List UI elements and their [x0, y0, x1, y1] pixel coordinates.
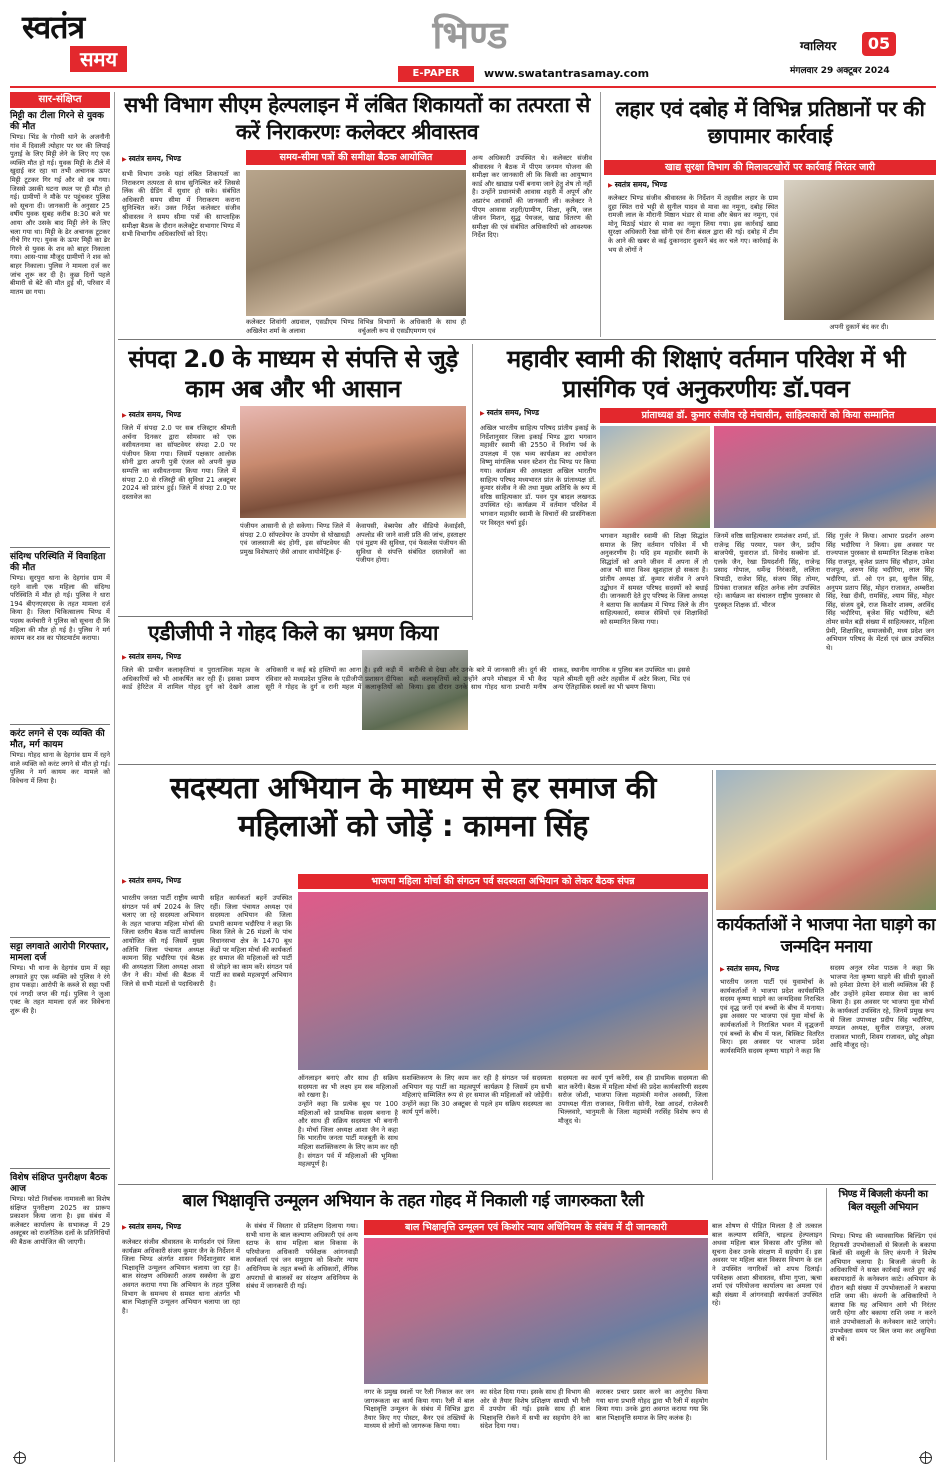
subhead-strip: समय-सीमा पत्रों की समीक्षा बैठक आयोजित [246, 150, 466, 165]
column-4: का संदेश दिया गया। इसके साथ ही विभाग की ओर से तैयार विशेष प्रशिक्षण सामग्री भी रैली में उपयोग की गई। इसके साथ ही बाल भिक्षावृत्ति रोकने में सभी का सहयोग देने का संदेश दिया गया। [480, 1388, 590, 1431]
column-3: सशक्तिकरण के लिए काम कर रही है संगठन पर्व सदस्यता अभियान यह पार्टी का महत्वपूर्ण कार्यक्रम है जिसमें हम सभी महिलाएं सम्मिलित रूप से हर समाज की महिलाओं को जोड़ेंगी। उन्होंने कहा कि 30 अक्टूबर से पहले हम सक्रिय सदस्यता का कार्य पूर्ण करेंगे। [402, 1074, 552, 1117]
headline: भिण्ड में बिजली कंपनी का बिल वसूली अभियान [838, 1189, 928, 1213]
brief-divider [10, 937, 110, 938]
masthead [0, 0, 945, 88]
brief-headline: विशेष संक्षिप्त पुनरीक्षण बैठक आज [10, 1173, 108, 1194]
subhead-strip: खाद्य सुरक्षा विभाग की मिलावटखोरों पर कार्रवाई निरंतर जारी [604, 160, 936, 175]
column-5: कारकर प्रचार प्रसार करने का अनुरोध किया गया थाना प्रभारी गोहद द्वारा भी रैली में सहयोग किया गया। उनके द्वारा अवगत कराया गया कि बाल भिक्षावृत्ति समाज के लिए कलंक है। [596, 1388, 708, 1422]
column-2: भगवान महावीर स्वामी की शिक्षा सिद्धांत समाज के लिए वर्तमान परिवेश में भी अनुकरणीय है। यदि हम महावीर स्वामी के सिद्धांतों को अपने जीवन में अपना लें तो आज भी सारा विश्व खुशहाल हो सकता है। प्रांतीय अध्यक्ष डॉ. कुमार संजीव ने अपने उद्बोधन में समस्त परिषद सदस्यों को बधाई दी। जानकारी देते हुए परिषद के जिला अध्यक्ष ने बताया कि कार्यक्रम में भिण्ड जिले के तीन साहित्यकारों, समाज सेवियों एवं शिक्षाविदों को सम्मानित किया गया। [600, 532, 708, 626]
byline: ▶ स्वतंत्र समय, भिण्ड [122, 410, 181, 420]
subhead-strip: प्रांताध्यक्ष डॉ. कुमार संजीव रहे मंचासीन, साहित्यकारों को किया सम्मानित [600, 408, 936, 423]
article-raid [604, 96, 936, 336]
subhead-strip: भाजपा महिला मोर्चा की संगठन पर्व सदस्यता अभियान को लेकर बैठक संपन्न [298, 874, 708, 889]
sidebar [10, 92, 110, 1462]
rally-column-6: बाल शोषण से पीड़ित मिलता है तो तत्काल बाल कल्याण समिति, चाइल्ड हेल्पलाइन अथवा महिला बाल विकास और पुलिस को सूचना देकर उनके संरक्षण में सहयोग दें। इस अवसर पर महिला बाल विकास विभाग के दल ने उपस्थित नागरिकों को शपथ दिलाई। पर्यवेक्षक आशा श्रीवास्तव, सीमा गुप्ता, ऋचा शर्मा एवं परियोजना कार्यालय का अमला एवं बड़ी संख्या में आंगनवाड़ी कार्यकर्ता उपस्थित रहे। [712, 1222, 822, 1308]
website-link[interactable]: www.swatantrasamay.com [484, 67, 650, 80]
headline: सभी विभाग सीएम हेल्पलाइन में लंबित शिकायतों का तत्परता से करें निराकरणः कलेक्टर श्रीवास्तव [124, 93, 590, 144]
brief-divider [10, 1168, 110, 1169]
brief-headline: मिट्टी का टीला गिरने से युवक की मौत [10, 111, 104, 132]
column-divider [712, 770, 713, 1180]
section-divider [118, 616, 472, 617]
byline: ▶ स्वतंत्र समय, भिण्ड [122, 154, 181, 164]
headline: महावीर स्वामी की शिक्षाएं वर्तमान परिवेश में भी प्रासंगिक एवं अनुकरणीयः डॉ.पवन [506, 345, 906, 403]
section-divider [118, 764, 936, 765]
registration-mark [14, 1452, 26, 1464]
photo-caption-1: कलेक्टर शिवांगी अग्रवाल, एसडीएम भिण्ड अखिलेश शर्मा के अलावा [246, 318, 354, 335]
byline: ▶ स्वतंत्र समय, भिण्ड [480, 408, 539, 418]
section-divider [118, 339, 936, 340]
photo-caption: अपनी दुकानें बंद कर दी। [829, 323, 889, 331]
brief-5 [10, 1173, 110, 1395]
speaker-photo [600, 426, 710, 528]
brief-body: भिण्ड। भिंड के गोरमी थाने के अजनौनी गांव में दिवाली त्योहार पर घर की लिपाई पुताई के लिए मिट्टी लेने के लिए गए एक व्यक्ति मौत हो गई। युवक मिट्टी के टीले में खुदाई कर रहा था तभी अचानक ऊपर मिट्टी टूटकर गिर गई और वो दब गया। जिससे उसकी घटना स्थल पर ही मौत हो गई। ग्रामीणों ने मौके पर पहुंचकर पुलिस को सूचना दी। जानकारी के अनुसार 25 वर्षीय युवक सुबह करीब 8:30 बजे घर आया और उसके बाद मिट्टी लेने के लिए चला गया था। मिट्टी के ढेर अचानक टूटकर नीचे गिर गए। युवक के ऊपर मिट्टी का ढेर गिरने से युवक के शव को बाहर निकाला गया। आस-पास मौजूद ग्रामीणों ने शव को बाहर निकाला। पुलिस ने मामला दर्ज कर जांच शुरू कर दी है। कुछ दिनों पहले बीमारी से बेटे की मौत हुई थी, परिवार में मातम छा गया। [10, 133, 110, 296]
city-title: भिण्ड [432, 13, 508, 57]
column-1: सभी विभाग उनके यहां लंबित शिकायतों का निराकरण तत्परता से साथ सुनिश्चित करें जिससे लिंक की ग्रेडिंग में सुधार हो सके। संबंधित अधिकारी समय सीमा में निराकरण कराना सुनिश्चित करें। उक्त निर्देश कलेक्टर संजीव श्रीवास्तव ने समय सीमा पत्रों की साप्ताहिक समीक्षा बैठक के दौरान कलेक्ट्रेट सभागार भिण्ड में सभी विभागीय अधिकारियों को दिए। [122, 170, 240, 239]
sidebar-divider [114, 92, 115, 1462]
column-1: भारतीय जनता पार्टी राष्ट्रीय व्यापी संगठन पर्व वर्ष 2024 के लिए चलाए जा रहे सदस्यता अभियान के तहत भाजपा महिला मोर्चा की जिला स्तरीय बैठक पार्टी कार्यालय आयोजित की गई जिसमें मुख्य अतिथि जिला पंचायत अध्यक्ष कामना सिंह भदौरिया एवं बैठक की अध्यक्षता जिला अध्यक्ष आशा जैन ने की। मोर्चा की बैठक में जिले से सभी मंडलों से पदाधिकारी सहित कार्यकर्ता बहनें उपस्थित रहीं। जिला पंचायत अध्यक्ष एवं सदस्यता अभियान की जिला प्रभारी कामना भदौरिया ने कहा कि किस जिले के 26 मंडलों के पांच विधानसभा क्षेत्र के 1470 बूथ केंद्रों पर महिला मोर्चा की कार्यकर्ता हर समाज की महिलाओं को पार्टी से जोड़ने का काम करें। संगठन पर्व पार्टी का सबसे महत्वपूर्ण अभियान है। [122, 894, 292, 988]
column-1: अखिल भारतीय साहित्य परिषद प्रांतीय इकाई के निर्देशानुसार जिला इकाई भिण्ड द्वारा भगवान महावीर स्वामी की 2550 वें निर्वाण पर्व के उपलक्ष्य में एक भव्य कार्यक्रम का आयोजन विष्णु मांगलिक भवन स्टेशन रोड भिण्ड पर किया गया। कार्यक्रम की अध्यक्षता अखिल भारतीय साहित्य परिषद मध्यभारत प्रांत के प्रांताध्यक्ष डॉ. कुमार संजीव ने की तथा मुख्य अतिथि के रूप में वरिष्ठ साहित्यकार डॉ. पवन पुत्र बादल लखनऊ उपस्थित रहे। कार्यक्रम में वर्तमान परिवेश में भगवान महावीर स्वामी के विचारों की प्रासंगिकता पर विस्तृत चर्चा हुई। [480, 424, 596, 527]
photo-caption-2: विभिन्न विभागों के अधिकारी के साथ ही वर्चुअली रूप से एसडीएमगण एवं [358, 318, 466, 335]
event-photo [716, 770, 936, 910]
column-2: सदस्य अनुल रमेश पाठक ने कहा कि भाजपा नेता कृष्णा घाड़गे की सीधी युवाओं को हमेशा प्रेरणा देने वाली व्यक्तित्व की हैं और उन्होंने हमेशा समाज सेवा का कार्य किया है। इस अवसर पर भाजपा युवा मोर्चा के कार्यकर्ता उपस्थित रहे, जिनमें प्रमुख रूप से जिला उपाध्यक्ष प्रदीप सिंह भदौरिया, मण्डल अध्यक्ष, सुनील राजपूत, अजय राजावत भारती, शिवम राजावत, छोटू ओझा आदि मौजूद रहे। [830, 964, 934, 1050]
column-2: उन्होंने कहा कि प्रत्येक बूथ पर 100 महिलाओं को प्राथमिक सदस्य बनाना है और साथ ही सक्रिय सदस्यता भी बनानी है। मोर्चा जिला अध्यक्ष आशा जैन ने कहा कि भारतीय जनता पार्टी मजबूती के साथ महिला सशक्तिकरण के लिए काम कर रही है। संगठन पर्व में महिलाओं की भूमिका महत्वपूर्ण है। [298, 1100, 398, 1169]
column-3: अन्य अधिकारी उपस्थित थे। कलेक्टर संजीव श्रीवास्तव ने बैठक में पीएम जनमन योजना की समीक्षा कर जानकारी ली कि किसी का आयुष्मान कार्ड और खाद्यान्न पर्ची बनाया जाने हेतु शेष तो नहीं है। उन्होंने प्रधानमंत्री आवास शहरी में अपूर्ण और अप्रारंभ आवासों की जानकारी ली। कलेक्टर ने पीएम आवास शहरी/ग्रामीण, शिक्षा, कृषि, जल जीवन मिशन, सुद्ध पेयजल, खाद्य वितरण की समीक्षा की एवं संबंधित अधिकारियों को आवश्यक निर्देश दिए। [472, 154, 592, 240]
column-3: जिनमें वरिष्ठ साहित्यकार रामशंकर शर्मा, डॉ. राजेन्द्र सिंह परमार, पवन जैन, प्रदीप बाजपेयी, युवाराज डॉ. विनोद सक्सेना डॉ. एलके जैन, रेखा प्रियदर्शनी सिंह, राजेन्द्र प्रसाद गोपाल, धर्मेन्द्र निरंकारी, ललिता त्रिपाठी, राजेश सिंह, संजय सिंह तोमर, प्रियंका राजावत सहित अनेक लोग उपस्थित रहे। कार्यक्रम का संचालन राष्ट्रीय पुरस्कार से पुरस्कृत शिक्षक डॉ. भीरज [714, 532, 820, 609]
column-2: पंजीयन आसानी से हो सकेगा। भिण्ड जिले में संपदा 2.0 सॉफ्टवेयर के उपयोग से घोखाधड़ी एवं जालसाजी बंद होगी, इस सॉफ्टवेयर की प्रमुख विशेषताएं जैसे आधार वायोमेट्रिक ई- [240, 522, 350, 556]
article-helpline [118, 92, 596, 337]
rally-photo [364, 1238, 708, 1384]
brief-headline: संदिग्ध परिस्थिति में विवाहिता की मौत [10, 552, 106, 573]
headline: लहार एवं दबोह में विभिन्न प्रतिष्ठानों पर की छापामार कार्रवाई [615, 97, 925, 148]
edition-date: मंगलवार 29 अक्टूबर 2024 [790, 66, 890, 76]
brief-body: भिण्ड। फोटो निर्वाचक नामावली का विशेष संक्षिप्त पुनरीक्षण 2025 का प्रारूप प्रकाशन किया जाना है। इस संबंध में कलेक्टर कार्यालय के सभाकक्ष में 29 अक्टूबर को राजनैतिक दलों के प्रतिनिधियों की बैठक आयोजित की जाएगी। [10, 1195, 110, 1246]
newspaper-logo [22, 8, 142, 78]
column-3: केवायसी, वेब्सपेस और वीडियो केवाईसी, अपलोड की जाने वाली प्रति की जांच, हस्ताक्षर एवं मुद्रण की सुविधा, एवं फेसलेस पंजीयन की सुविधा से संपत्ति संबंधित दस्तावेजों का पंजीयन होगा। [356, 522, 466, 565]
headline: कार्यकर्ताओं ने भाजपा नेता घाड़गे का जन्मदिन मनाया [717, 915, 935, 957]
epaper-badge: E-PAPER [398, 66, 474, 82]
brief-1 [10, 111, 110, 543]
registration-mark [920, 1452, 932, 1464]
byline: ▶ स्वतंत्र समय, भिण्ड [122, 876, 181, 886]
column-3: नगर के प्रमुख स्थलों पर रैली निकाल कर जन जागरूकता का कार्य किया गया। रैली में बाल भिक्षावृत्ति उन्मूलन के संबंध में विभिन्न द्वारा तैयार किए गए पोस्टर, बैनर एवं तख्तियों के माध्यम से लोगों को जागरूक किया गया। [364, 1388, 474, 1431]
column-divider [826, 1188, 827, 1460]
column-1: कलेक्टर संजीव श्रीवास्तव के मार्गदर्शन एवं जिला कार्यक्रम अधिकारी संजय कुमार जैन के निर्देशन में जिला भिण्ड अंतर्गत शासन निर्देशानुसार बाल भिक्षावृत्ति उन्मूलन अभियान चलाया जा रहा है। बाल संरक्षण अधिकारी अजय सक्सेना के द्वारा अवगत कराया गया कि अभियान के तहत पुलिस विभाग के समन्वय से समस्त थाना अंतर्गत भी बाल भिक्षावृत्ति उन्मूलन अभियान चलाया जा रहा है। [122, 1238, 240, 1315]
sidebar-title: सार-संक्षिप्त [10, 92, 110, 108]
meeting-photo [298, 892, 708, 1070]
brief-divider [10, 547, 110, 548]
byline: ▶ स्वतंत्र समय, भिण्ड [720, 964, 779, 974]
article-sadasyata [118, 770, 708, 1180]
article-rally [118, 1188, 708, 1460]
brief-headline: सट्टा लगवाते आरोपी गिरफ्तार, मामला दर्ज [10, 942, 109, 963]
article-sampada [118, 344, 468, 610]
audience-photo [714, 426, 936, 528]
byline: ▶ स्वतंत्र समय, भिण्ड [122, 1222, 181, 1232]
brief-4 [10, 942, 110, 1164]
meeting-photo [246, 170, 466, 316]
section-divider [118, 1184, 936, 1185]
article-bijli [830, 1188, 936, 1460]
brief-body: भिण्ड। गोहद थाना के देहगांव ग्राम में रहने वाले व्यक्ति को करंट लगने से मौत हो गई। पुलिस ने मर्ग कायम कर मामले को विवेचना में लिया है। [10, 751, 110, 785]
masthead-rule [10, 86, 936, 88]
brief-divider [10, 724, 110, 725]
brief-headline: करंट लगने से एक व्यक्ति की मौत, मर्ग कायम [10, 729, 105, 750]
subhead-strip: बाल भिक्षावृत्ति उन्मूलन एवं किशोर न्याय अधिनियम के संबंध में दी जानकारी [364, 1220, 708, 1235]
brief-3 [10, 729, 110, 933]
edition-name: ग्वालियर [800, 39, 837, 53]
logo-bottom-text: समय [70, 46, 127, 72]
page-number: 05 [862, 32, 896, 56]
brief-body: भिण्ड। सुरपुरा थाना के देहगांव ग्राम में रहने वाली एक महिला की संदिग्ध परिस्थिति में मौत हो गई। पुलिस ने धारा 194 बीएनएसएस के तहत मामला दर्ज किया है। जिला चिकित्सालय भिण्ड में पदस्थ कर्मचारी ने पुलिस को सूचना दी कि महिला की मौत हो गई है। पुलिस ने मर्ग कायम कर शव का पोस्टमार्टम कराया। [10, 574, 110, 643]
logo-top-text: स्वतंत्र [22, 8, 85, 46]
adgp-body: जिले की प्राचीन कलाकृतियां व पुरातात्विक महत्व के अधिकारियों को भी आकर्षित कर रही हैं। इसका प्रमाण कार्ड हेरिटेज में शामिल गोहद दुर्ग को देखने आला अधिकारी व कई बड़े हस्तियों का आना है। इसी कड़ी में रविवार को मध्यप्रदेश पुलिस के एडीजीपी प्रशासन दीपिका सूरी ने गोहद के दुर्ग व रानी महल में कलाकृतियों को बारीकी से देखा और उनके बारे में जानकारी ली। दुर्ग की बड़ी कलाकृतियों को उन्होंने अपने मोबाइल में भी कैद किया। इस दौरान उनके साथ गोहद थाना प्रभारी मनीष धाकड़, स्थानीय नागरिक व पुलिस बल उपस्थित था। इससे पहले श्रीमती सूरी अटेर तहसील में अटेर किला, भिंड एवं अन्य ऐतिहासिक स्थलों का भी भ्रमण किया। [122, 666, 690, 692]
headline: बाल भिक्षावृत्ति उन्मूलन अभियान के तहत गोहद में निकाली गई जागरुकता रैली [182, 1191, 644, 1211]
column-divider [600, 92, 601, 337]
byline: ▶ स्वतंत्र समय, भिण्ड [608, 180, 667, 190]
shop-photo [784, 180, 934, 320]
headline: सदस्यता अभियान के माध्यम से हर समाज की महिलाओं को जोड़ें : कामना सिंह [170, 771, 656, 844]
photo-caption: ऑनलाइन बनाएं और साथ ही सक्रिय सदस्यता का भी लक्ष्य हम सब महिलाओं को रखना है। [298, 1074, 398, 1100]
column-1: भारतीय जनता पार्टी एवं युवामोर्चा के कार्यकर्ताओं ने भाजपा प्रदेश कार्यसमिति सदस्य कृष्णा घाड़गे का जन्मदिवस निराश्रित एवं वृद्ध जनों एवं बच्चों के बीच में मनाया। इस अवसर पर भाजपा एवं युवा मोर्चा के कार्यकर्ताओं ने निराश्रित भवन में वृद्धजनों एवं बच्चों के बीच में फल, बिस्किट वितरित किए। इस अवसर पर भाजपा प्रदेश कार्यसमिति सदस्य कृष्णा घाड़गे ने कहा कि [720, 978, 824, 1055]
registry-photo [240, 406, 466, 518]
headline: संपदा 2.0 के माध्यम से संपत्ति से जुड़े काम अब और भी आसान [128, 345, 458, 403]
column-divider [472, 344, 473, 620]
column-2: के संबंध में विस्तार से प्रशिक्षण दिलाया गया। सभी थाना के बाल कल्याण अधिकारी एवं अन्य स्टाफ के साथ महिला बाल विकास के परियोजना अधिकारी पर्यवेक्षक आंगनवाड़ी कार्यकर्ता एवं जन समुदाय को किशोर न्याय अधिनियम के तहत बच्चों के अधिकारों, लैंगिक अपराधों से बालकों का संरक्षण अधिनियम के संबंध में जानकारी दी गई। [246, 1222, 358, 1291]
brief-2 [10, 552, 110, 720]
article-birthday [716, 770, 936, 1180]
column-4: सदस्यता का कार्य पूर्ण करेंगी, सब ही प्राथमिक सदस्यता की बात करेंगी। बैठक में महिला मोर्चा की प्रदेश कार्यकारिणी सदस्य सरोज जोशी, भाजपा जिला महामंत्री मनोज अवस्थी, जिला उपाध्यक्ष गीता राजावत, विनीता सोनी, रेखा आदर्श, राजेश्वरी भिल्लवारे, भानुमती के जिला महामंत्री नरसिंह विशेष रूप से मौजूद थे। [558, 1074, 708, 1125]
brief-body: भिण्ड। भी थाना के देहगांव ग्राम में सट्टा लगवाते हुए एक व्यक्ति को पुलिस ने रंगे हाथ पकड़ा। आरोपी के कब्जे से सट्टा पर्ची एवं नगदी जप्त की गई। पुलिस ने जुआ एक्ट के तहत मामला दर्ज कर विवेचना शुरू की है। [10, 964, 110, 1015]
headline: एडीजीपी ने गोहद किले का भ्रमण किया [148, 621, 438, 645]
article-body: भिण्ड। भिण्ड की व्यावसायिक बिल्डिंग एवं रिहायशी उपभोक्ताओं से बिजली के बकाया बिलों की वसूली के लिए कंपनी ने विशेष अभियान चलाया है। बिजली कंपनी के अधिकारियों ने सख्त कार्रवाई करते हुए कई बकायादारों के कनेक्शन काटे। अभियान के दौरान बड़ी संख्या में उपभोक्ताओं ने बकाया राशि जमा की। कंपनी के अधिकारियों ने बताया कि यह अभियान आगे भी निरंतर जारी रहेगा और बकाया राशि जमा न करने वाले उपभोक्ताओं के कनेक्शन काटे जाएंगे। उपभोक्ता समय पर बिल जमा कर असुविधा से बचें। [830, 1232, 936, 1344]
byline: ▶ स्वतंत्र समय, भिण्ड [122, 652, 181, 662]
column-4: सिंह गुर्जर ने किया। आभार प्रदर्शन अरुण सिंह भदौरिया ने किया। इस अवसर पर राज्यपाल पुरस्कार से सम्मानित शिक्षक राकेश सिंह राजपूत, बृजेश प्रताप सिंह चौहान, उमेश राजपूत, अरुण सिंह भदौरिया, लाल सिंह भदौरिया, डॉ. ओ एन झा, सुनील सिंह, अनुपम प्रताप सिंह, मोहन राजावत, अम्बरीश सिंह, रेखा दीवी, रामसिंह, श्याम सिंह, मोहर सिंह, संजय दुबे, राज किशोर शाक्य, अरविंद सिंह भदौरिया, बृजेश सिंह भदौरिया, बंटी तोमर समेत बड़ी संख्या में साहित्यकार, महिला प्रेमी, शिक्षाविद, समाजसेवी, मध्य प्रदेश जन अभियान परिषद के मेंटर्स एवं छात्र उपस्थित थे। [826, 532, 934, 652]
article-body: कलेक्टर भिण्ड संजीव श्रीवास्तव के निर्देशन में तहसील लहार के ग्राम दुहा स्थित राधे भट्टी से सुनील यादव से मावा का नमूना, दबोह स्थित रामजी लाल के मौरानी मिष्ठान भंडार से मावा और बेसन का नमूना, एवं मोनू मिठाई भंडार से मावा का नमूना लिया गया। इस कार्रवाई खाद्य सुरक्षा अधिकारी रेखा सोनी एवं रीना बंसल द्वारा की गई। दबोह में टीम के आने की खबर से कई दुकानदार दुकानें बंद कर चले गए। कार्रवाई के भय से लोगों ने [608, 194, 778, 254]
column-1: जिले में संपदा 2.0 पर सब रजिस्ट्रार श्रीमती अर्चना दिनकर द्वारा सोमवार को एक वसीयतनामा का सॉफ्टवेयर संपदा 2.0 पर पंजीयन किया गया। जिसमें पक्षकार आलोक सोनी द्वारा अपनी पुत्री एंजल को अपनी कुछ सम्पत्ति का वसीयतनामा किया गया। जिले में संपदा 2.0 से रजिस्ट्री की सुविधा 21 अक्टूबर 2024 को प्रारंभ हुई। जिले में संपदा 2.0 पर दस्तावेज का [122, 424, 236, 501]
